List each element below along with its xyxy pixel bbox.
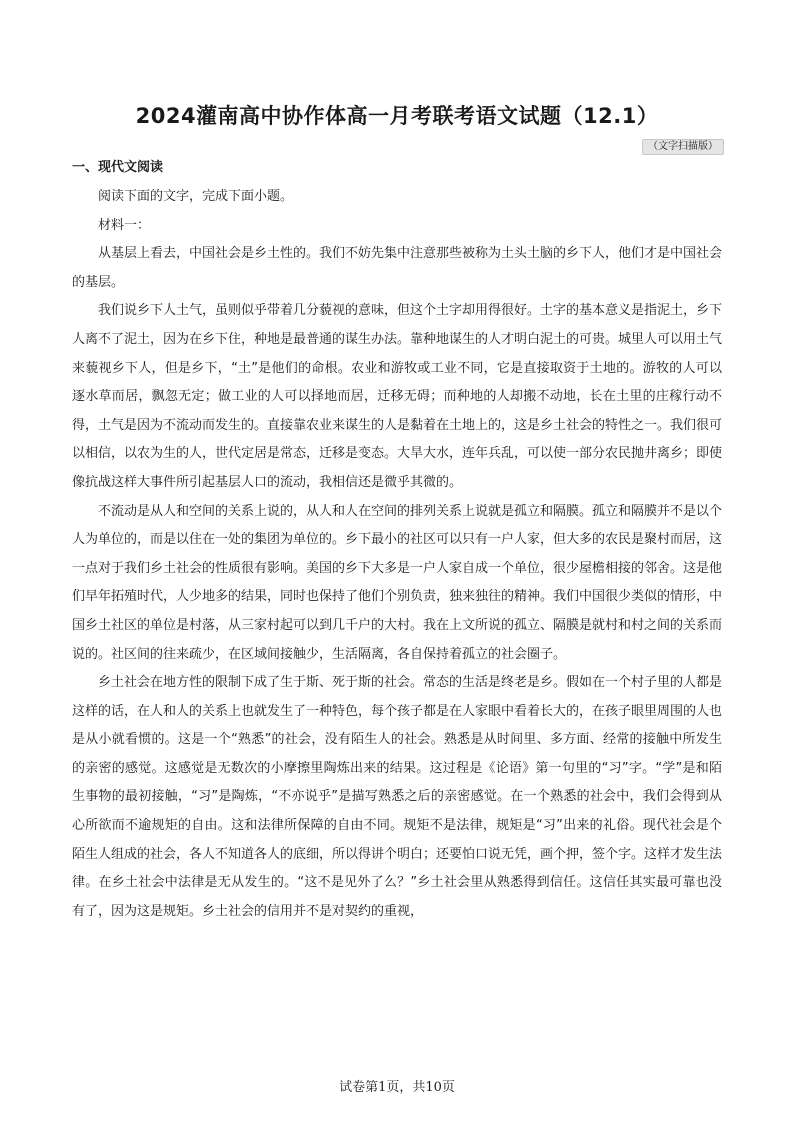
passage-paragraph: 乡土社会在地方性的限制下成了生于斯、死于斯的社会。常态的生活是终老是乡。假如在一个村子里的人都是这样的话，在人和人的关系上也就发生了一种特色，每个孩子都是在人家眼中看着长大的，在孩子眼里周围的人也是从小就看惯的。这是一个“熟悉”的社会，没有陌生人的社会。熟悉是从时间里、多方面、经常的接触中所发生的亲密的感觉。这感觉是无数次的小摩擦里陶炼出来的结果。这过程是《论语》第一句里的“习”字。“学”是和陌生事物的最初接触，“习”是陶炼，“不亦说乎”是描写熟悉之后的亲密感觉。在一个熟悉的社会中，我们会得到从心所欲而不逾规矩的自由。这和法律所保障的自由不同。规矩不是法律，规矩是“习”出来的礼俗。现代社会是个陌生人组成的社会，各人不知道各人的底细，所以得讲个明白；还要怕口说无凭，画个押，签个字。这样才发生法律。在乡土社会中法律是无从发生的。“这不是见外了么？”乡土社会里从熟悉得到信任。这信任其实最可靠也没有了，因为这是规矩。乡土社会的信用并不是对契约的重视， xyxy=(72,675,723,919)
instruction-paragraph: 阅读下面的文字，完成下面小题。 xyxy=(98,189,294,204)
passage-paragraph: 我们说乡下人土气，虽则似乎带着几分藐视的意味，但这个土字却用得很好。土字的基本意义是指泥土，乡下人离不了泥土，因为在乡下住，种地是最普通的谋生办法。靠种地谋生的人才明白泥土的可贵。城里人可以用土气来藐视乡下人，但是乡下，“土”是他们的命根。农业和游牧或工业不同，它是直接取资于土地的。游牧的人可以逐水草而居，飘忽无定；做工业的人可以择地而居，迁移无碍；而种地的人却搬不动地，长在土里的庄稼行动不得，土气是因为不流动而发生的。直接靠农业来谋生的人是黏着在土地上的，这是乡土社会的特性之一。我们很可以相信，以农为生的人，世代定居是常态，迁移是变态。大旱大水，连年兵乱，可以使一部分农民抛井离乡；即使像抗战这样大事件所引起基层人口的流动，我相信还是微乎其微的。 xyxy=(72,303,723,490)
passage-paragraph: 从基层上看去，中国社会是乡土性的。我们不妨先集中注意那些被称为土头土脑的乡下人，他们才是中国社会的基层。 xyxy=(72,246,723,290)
reading-passage xyxy=(72,183,722,926)
passage-paragraph: 不流动是从人和空间的关系上说的，从人和人在空间的排列关系上说就是孤立和隔膜。孤立和隔膜并不是以个人为单位的，而是以住在一处的集团为单位的。乡下最小的社区可以只有一户人家，但大多的农民是聚村而居，这一点对于我们乡土社会的性质很有影响。美国的乡下大多是一户人家自成一个单位，很少屋檐相接的邻舍。这是他们早年拓殖时代，人少地多的结果，同时也保持了他们个别负责，独来独往的精神。我们中国很少类似的情形，中国乡土社区的单位是村落，从三家村起可以到几千户的大村。我在上文所说的孤立、隔膜是就村和村之间的关系而说的。社区间的往来疏少，在区域间接触少，生活隔离，各自保持着孤立的社会圈子。 xyxy=(72,503,723,662)
page-footer: 试卷第1页，共10页 xyxy=(339,1080,455,1095)
section-heading: 一、现代文阅读 xyxy=(72,160,164,175)
scan-version-badge: （文字扫描版） xyxy=(642,139,724,155)
material-label: 材料一： xyxy=(98,217,151,233)
page-title: 2024灌南高中协作体高一月考联考语文试题（12.1） xyxy=(135,104,659,128)
